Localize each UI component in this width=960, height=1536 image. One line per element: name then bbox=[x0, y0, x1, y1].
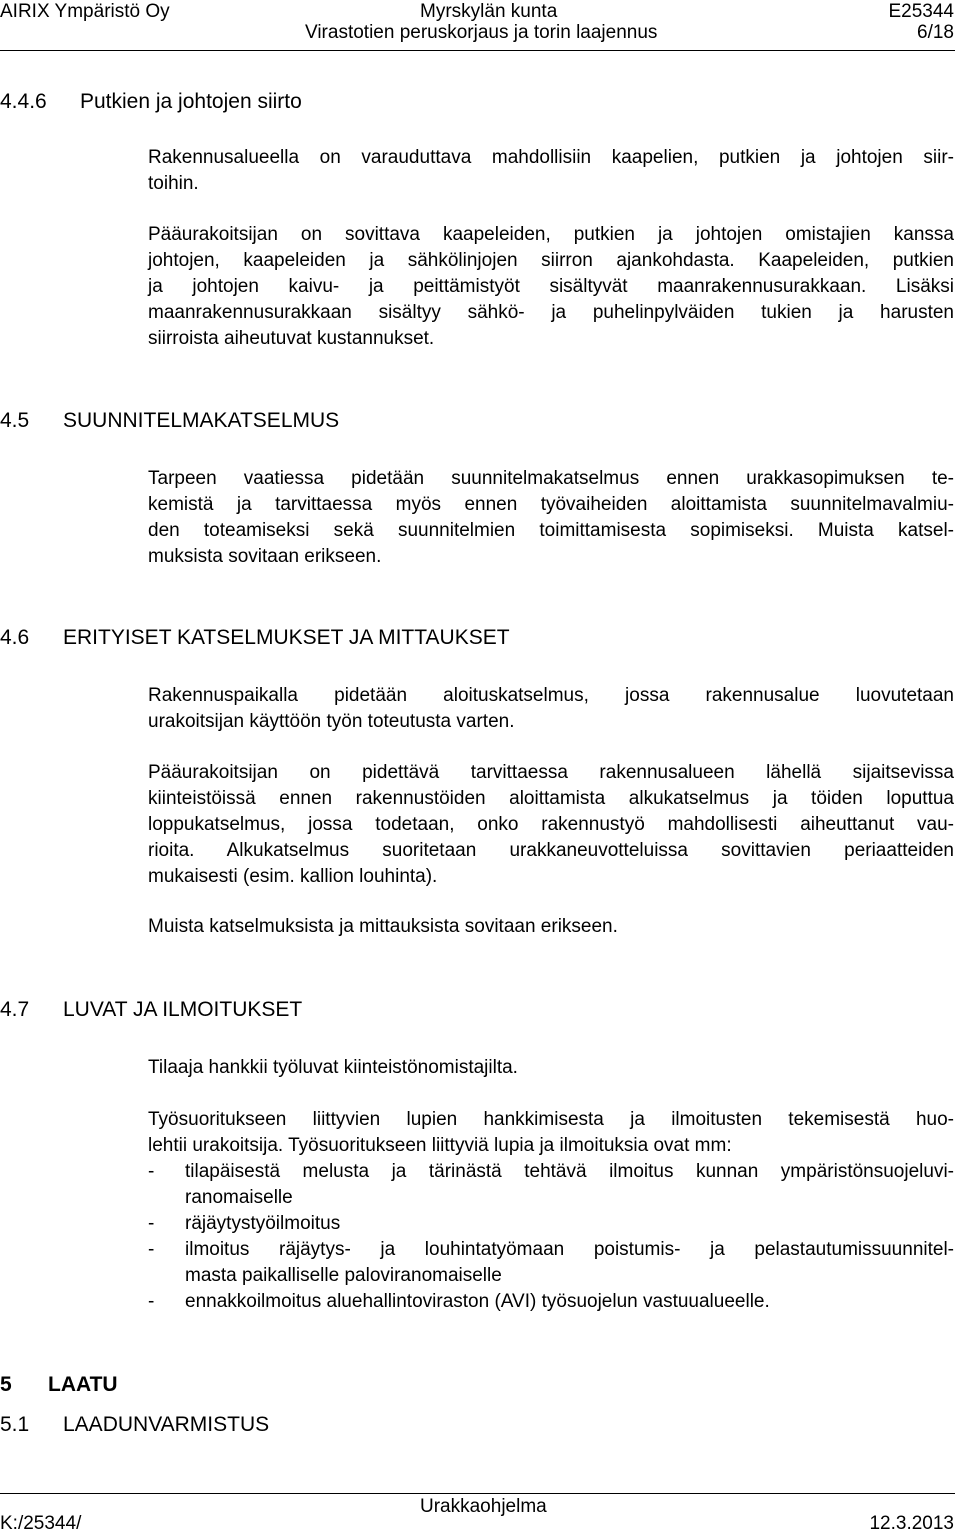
paragraph bbox=[148, 1055, 954, 1081]
text-line: mukaisesti (esim. kallion louhinta). bbox=[148, 866, 438, 887]
section-heading-5-1 bbox=[0, 1412, 960, 1438]
text-line: rioita. Alkukatselmus suoritetaan urakkaneuvotteluissa sovittavien periaatteiden bbox=[148, 840, 954, 861]
paragraph bbox=[148, 760, 954, 890]
text-line: muksista sovitaan erikseen. bbox=[148, 546, 382, 567]
text-line: johtojen, kaapeleiden ja sähkölinjojen siirron ajankohdasta. Kaapeleiden, putkien bbox=[148, 250, 954, 271]
text-line: Muista katselmuksista ja mittauksista sovitaan erikseen. bbox=[148, 916, 618, 937]
text-line: ja johtojen kaivu- ja peittämistyöt sisältyvät maanrakennusurakkaan. Lisäksi bbox=[148, 276, 954, 297]
text-line: Rakennusalueella on varauduttava mahdollisiin kaapelien, putkien ja johtojen siir- bbox=[148, 147, 954, 168]
text-line: Rakennuspaikalla pidetään aloituskatselmus, jossa rakennusalue luovutetaan bbox=[148, 685, 954, 706]
list-bullet: - bbox=[148, 1213, 155, 1234]
list-item bbox=[148, 1289, 954, 1315]
header-divider bbox=[0, 50, 955, 51]
section-heading-4-4-6 bbox=[0, 89, 960, 115]
header-client: Myrskylän kunta bbox=[420, 1, 558, 22]
text-line: toihin. bbox=[148, 173, 199, 194]
section-heading-4-6 bbox=[0, 625, 960, 651]
list-bullet: - bbox=[148, 1239, 155, 1260]
paragraph bbox=[148, 222, 954, 352]
section-number: 4.4.6 bbox=[0, 90, 47, 113]
chapter-number: 5 bbox=[0, 1373, 12, 1396]
section-title: Putkien ja johtojen siirto bbox=[80, 90, 302, 113]
text-line: räjäytystyöilmoitus bbox=[185, 1213, 341, 1234]
paragraph bbox=[148, 683, 954, 735]
text-line: loppukatselmus, jossa todetaan, onko rakennustyö mahdollisesti aiheuttanut vau- bbox=[148, 814, 954, 835]
section-number: 4.6 bbox=[0, 626, 30, 649]
paragraph bbox=[148, 1107, 954, 1159]
permit-list bbox=[148, 1159, 954, 1315]
header-company: AIRIX Ympäristö Oy bbox=[0, 1, 170, 22]
text-line: Tilaaja hankkii työluvat kiinteistönomistajilta. bbox=[148, 1057, 518, 1078]
text-line: ennakkoilmoitus aluehallintoviraston (AVI) työsuojelun vastuualueelle. bbox=[185, 1291, 770, 1312]
paragraph bbox=[148, 914, 954, 940]
list-item bbox=[148, 1159, 954, 1211]
paragraph bbox=[148, 466, 954, 570]
text-line: kemistä ja tarvittaessa myös ennen työvaiheiden aloittamista suunnitelmavalmiu- bbox=[148, 494, 954, 515]
footer-date: 12.3.2013 bbox=[869, 1513, 954, 1534]
footer-doc-title: Urakkaohjelma bbox=[420, 1496, 547, 1517]
chapter-title: LAATU bbox=[48, 1373, 118, 1396]
section-number: 4.5 bbox=[0, 409, 30, 432]
text-line: Pääurakoitsijan on sovittava kaapeleiden, putkien ja johtojen omistajien kanssa bbox=[148, 224, 954, 245]
section-title: LUVAT JA ILMOITUKSET bbox=[63, 998, 303, 1021]
section-number: 5.1 bbox=[0, 1413, 30, 1436]
section-title: SUUNNITELMAKATSELMUS bbox=[63, 409, 340, 432]
text-line: ranomaiselle bbox=[185, 1187, 293, 1208]
section-heading-4-5 bbox=[0, 408, 960, 434]
header-project-code: E25344 bbox=[888, 1, 954, 22]
footer-file-path: K:/25344/ bbox=[0, 1513, 82, 1534]
text-line: Työsuoritukseen liittyvien lupien hankkimisesta ja ilmoitusten tekemisestä huo- bbox=[148, 1109, 954, 1130]
list-bullet: - bbox=[148, 1291, 155, 1312]
header-page-number: 6/18 bbox=[917, 22, 954, 43]
text-line: lehtii urakoitsija. Työsuoritukseen liittyviä lupia ja ilmoituksia ovat mm: bbox=[148, 1135, 732, 1156]
text-line: tilapäisestä melusta ja tärinästä tehtävä ilmoitus kunnan ympäristönsuojeluvi- bbox=[185, 1161, 954, 1182]
list-item bbox=[148, 1237, 954, 1289]
section-number: 4.7 bbox=[0, 998, 30, 1021]
list-item bbox=[148, 1211, 954, 1237]
section-title: ERITYISET KATSELMUKSET JA MITTAUKSET bbox=[63, 626, 510, 649]
text-line: urakoitsijan käyttöön työn toteutusta varten. bbox=[148, 711, 515, 732]
text-line: Pääurakoitsijan on pidettävä tarvittaessa rakennusalueen lähellä sijaitsevissa bbox=[148, 762, 954, 783]
text-line: ilmoitus räjäytys- ja louhintatyömaan poistumis- ja pelastautumissuunnitel- bbox=[185, 1239, 954, 1260]
paragraph bbox=[148, 145, 954, 197]
text-line: den toteamiseksi sekä suunnitelmien toimittamisesta sopimiseksi. Muista katsel- bbox=[148, 520, 954, 541]
text-line: maanrakennusurakkaan sisältyy sähkö- ja puhelinpylväiden tukien ja harusten bbox=[148, 302, 954, 323]
list-bullet: - bbox=[148, 1161, 155, 1182]
text-line: Tarpeen vaatiessa pidetään suunnitelmakatselmus ennen urakkasopimuksen te- bbox=[148, 468, 954, 489]
footer-divider bbox=[0, 1493, 955, 1494]
chapter-heading-5 bbox=[0, 1372, 960, 1398]
section-title: LAADUNVARMISTUS bbox=[63, 1413, 270, 1436]
text-line: siirroista aiheutuvat kustannukset. bbox=[148, 328, 435, 349]
section-heading-4-7 bbox=[0, 997, 960, 1023]
text-line: masta paikalliselle paloviranomaiselle bbox=[185, 1265, 502, 1286]
header-project-title: Virastotien peruskorjaus ja torin laajennus bbox=[305, 22, 658, 43]
text-line: kiinteistöissä ennen rakennustöiden aloittamista alkukatselmus ja töiden loputtua bbox=[148, 788, 954, 809]
